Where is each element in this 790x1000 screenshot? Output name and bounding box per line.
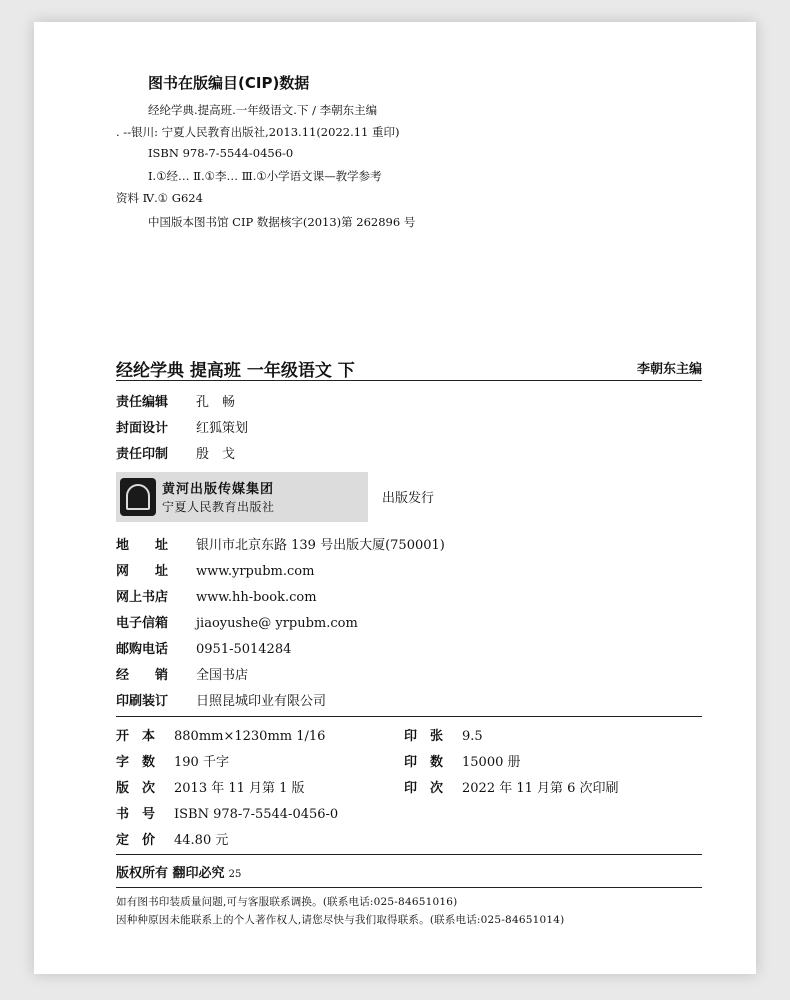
copyright-number: 25 xyxy=(228,869,242,880)
staff-value: 红狐策划 xyxy=(196,421,249,436)
contact-row xyxy=(116,560,314,579)
footer-note: 因种种原因未能联系上的个人著作权人,请您尽快与我们取得联系。(联系电话:025-84651014) xyxy=(116,914,565,926)
spec-row xyxy=(404,725,483,744)
spec-label: 印 张 xyxy=(404,729,444,744)
cip-line: . --银川: 宁夏人民教育出版社,2013.11(2022.11 重印) xyxy=(116,125,400,139)
staff-label: 封面设计 xyxy=(116,421,169,436)
spec-value: 9.5 xyxy=(462,729,483,744)
book-title: 经纶学典 提高班 一年级语文 下 xyxy=(116,361,355,381)
spec-label: 定 价 xyxy=(116,833,156,848)
spec-value: 15000 册 xyxy=(462,755,521,770)
publisher-issue: 出版发行 xyxy=(382,491,435,506)
divider xyxy=(116,380,702,381)
contact-row xyxy=(116,690,326,709)
publisher-emblem-icon xyxy=(120,478,156,516)
staff-row xyxy=(116,417,248,436)
publisher-name: 宁夏人民教育出版社 xyxy=(162,500,275,514)
spec-row xyxy=(404,777,619,796)
divider xyxy=(116,887,702,888)
staff-label: 责任编辑 xyxy=(116,395,169,410)
spec-value: 2022 年 11 月第 6 次印刷 xyxy=(462,781,619,796)
spec-value: ISBN 978-7-5544-0456-0 xyxy=(174,807,339,822)
cip-line: 中国版本图书馆 CIP 数据核字(2013)第 262896 号 xyxy=(148,215,416,229)
cip-line: ISBN 978-7-5544-0456-0 xyxy=(148,146,294,160)
contact-value: 0951-5014284 xyxy=(196,642,292,657)
contact-label: 电子信箱 xyxy=(116,616,169,631)
spec-value: 190 千字 xyxy=(174,755,229,770)
spec-value: 44.80 元 xyxy=(174,833,229,848)
publisher-logo xyxy=(116,472,368,522)
spec-value: 880mm×1230mm 1/16 xyxy=(174,729,326,744)
spec-row xyxy=(116,829,228,848)
staff-value: 殷 戈 xyxy=(196,447,236,462)
contact-row xyxy=(116,664,248,683)
spec-label: 印 数 xyxy=(404,755,444,770)
contact-label: 网上书店 xyxy=(116,590,169,605)
cip-title: 图书在版编目(CIP)数据 xyxy=(148,74,310,92)
cip-line: Ⅰ.①经… Ⅱ.①李… Ⅲ.①小学语文课—教学参考 xyxy=(148,169,382,183)
contact-label: 邮购电话 xyxy=(116,642,169,657)
spec-row xyxy=(404,751,521,770)
staff-row xyxy=(116,391,235,410)
contact-row xyxy=(116,638,291,657)
footer-note: 如有图书印装质量问题,可与客服联系调换。(联系电话:025-84651016) xyxy=(116,896,458,908)
cip-line: 资料 Ⅳ.① G624 xyxy=(116,191,203,205)
copyright-page xyxy=(34,22,756,974)
contact-value: jiaoyushe@ yrpubm.com xyxy=(196,616,358,631)
spec-label: 书 号 xyxy=(116,807,156,822)
spec-row xyxy=(116,777,305,796)
contact-value: 全国书店 xyxy=(196,668,249,683)
contact-value: www.yrpubm.com xyxy=(196,564,315,579)
copyright-row xyxy=(116,862,241,881)
staff-row xyxy=(116,443,235,462)
spec-row xyxy=(116,725,325,744)
staff-label: 责任印制 xyxy=(116,447,169,462)
contact-row xyxy=(116,534,445,553)
contact-label: 网 址 xyxy=(116,564,169,579)
divider xyxy=(116,716,702,717)
spec-row xyxy=(116,803,338,822)
spec-label: 开 本 xyxy=(116,729,156,744)
spec-label: 印 次 xyxy=(404,781,444,796)
contact-value: www.hh-book.com xyxy=(196,590,317,605)
chief-editor: 李朝东主编 xyxy=(636,362,702,377)
copyright-notice: 版权所有 翻印必究 xyxy=(116,866,225,881)
contact-label: 地 址 xyxy=(116,538,169,553)
contact-row xyxy=(116,612,358,631)
contact-value: 日照昆城印业有限公司 xyxy=(196,694,327,709)
contact-label: 印刷装订 xyxy=(116,694,169,709)
spec-label: 版 次 xyxy=(116,781,156,796)
spec-row xyxy=(116,751,229,770)
spec-value: 2013 年 11 月第 1 版 xyxy=(174,781,305,796)
cip-line: 经纶学典.提高班.一年级语文.下 / 李朝东主编 xyxy=(148,103,378,117)
contact-label: 经 销 xyxy=(116,668,169,683)
contact-row xyxy=(116,586,317,605)
spec-label: 字 数 xyxy=(116,755,156,770)
contact-value: 银川市北京东路 139 号出版大厦(750001) xyxy=(196,538,445,553)
divider xyxy=(116,854,702,855)
publisher-group: 黄河出版传媒集团 xyxy=(162,482,275,497)
staff-value: 孔 畅 xyxy=(196,395,236,410)
